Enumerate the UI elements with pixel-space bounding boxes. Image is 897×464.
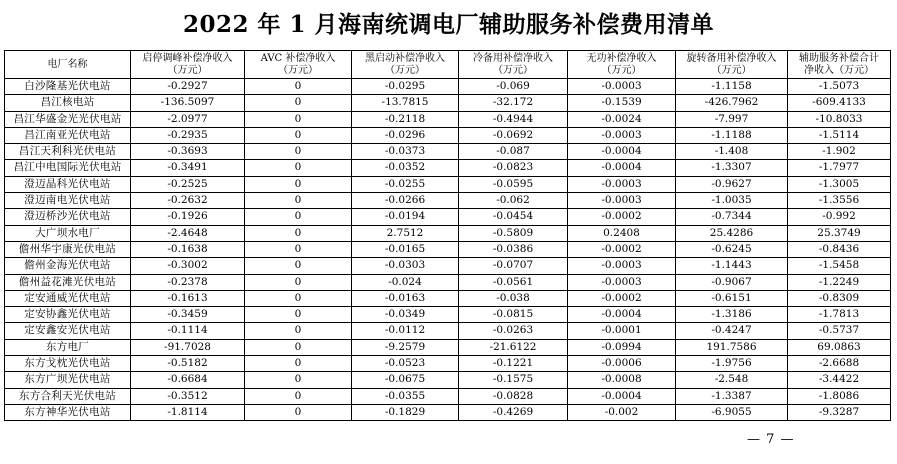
value-cell: -0.2935 — [131, 127, 245, 143]
table-row — [5, 290, 891, 306]
value-cell: -0.2632 — [131, 193, 245, 209]
value-cell: -9.3287 — [788, 404, 891, 420]
value-cell: -0.0994 — [568, 339, 676, 355]
value-cell: -0.0004 — [568, 307, 676, 323]
value-cell: 0.2408 — [568, 225, 676, 241]
plant-name-cell: 儋州益花滩光伏电站 — [5, 274, 131, 290]
value-cell: 0 — [245, 274, 352, 290]
value-cell: -0.7344 — [676, 209, 788, 225]
value-cell: -136.5097 — [131, 95, 245, 111]
column-header: 电厂名称 — [5, 51, 131, 79]
page-number: — 7 — — [747, 432, 795, 447]
table-header-row — [5, 51, 891, 79]
value-cell: -0.3459 — [131, 307, 245, 323]
value-cell: -0.0003 — [568, 79, 676, 95]
plant-name-cell: 东方合利天光伏电站 — [5, 388, 131, 404]
value-cell: -0.0255 — [352, 176, 459, 192]
value-cell: -0.1638 — [131, 241, 245, 257]
value-cell: -0.9067 — [676, 274, 788, 290]
table-row — [5, 258, 891, 274]
value-cell: -0.2927 — [131, 79, 245, 95]
value-cell: -2.6688 — [788, 356, 891, 372]
value-cell: -0.4944 — [459, 111, 568, 127]
table-row — [5, 127, 891, 143]
value-cell: -0.4247 — [676, 323, 788, 339]
plant-name-cell: 定安通威光伏电站 — [5, 290, 131, 306]
value-cell: -2.4648 — [131, 225, 245, 241]
plant-name-cell: 儋州金海光伏电站 — [5, 258, 131, 274]
table-row — [5, 372, 891, 388]
value-cell: -0.0386 — [459, 241, 568, 257]
value-cell: 0 — [245, 404, 352, 420]
value-cell: 0 — [245, 95, 352, 111]
value-cell: -1.9756 — [676, 356, 788, 372]
value-cell: -0.5737 — [788, 323, 891, 339]
plant-name-cell: 定安鑫安光伏电站 — [5, 323, 131, 339]
table-row — [5, 307, 891, 323]
value-cell: -0.0454 — [459, 209, 568, 225]
column-header: 冷备用补偿净收入 （万元） — [459, 51, 568, 79]
plant-name-cell: 昌江南亚光伏电站 — [5, 127, 131, 143]
value-cell: -0.0004 — [568, 388, 676, 404]
value-cell: -0.0112 — [352, 323, 459, 339]
value-cell: -1.902 — [788, 144, 891, 160]
value-cell: -0.3512 — [131, 388, 245, 404]
value-cell: -1.1188 — [676, 127, 788, 143]
value-cell: -0.0003 — [568, 274, 676, 290]
value-cell: -0.0355 — [352, 388, 459, 404]
value-cell: -0.0707 — [459, 258, 568, 274]
table-row — [5, 111, 891, 127]
value-cell: -609.4133 — [788, 95, 891, 111]
value-cell: -1.2249 — [788, 274, 891, 290]
plant-name-cell: 澄迈晶科光伏电站 — [5, 176, 131, 192]
value-cell: -0.1575 — [459, 372, 568, 388]
value-cell: 0 — [245, 323, 352, 339]
value-cell: 0 — [245, 193, 352, 209]
value-cell: -0.3491 — [131, 160, 245, 176]
table-row — [5, 323, 891, 339]
value-cell: -0.0595 — [459, 176, 568, 192]
value-cell: -0.1829 — [352, 404, 459, 420]
table-body — [5, 79, 891, 421]
value-cell: -0.0002 — [568, 290, 676, 306]
value-cell: -1.8086 — [788, 388, 891, 404]
value-cell: -0.2118 — [352, 111, 459, 127]
value-cell: -1.5073 — [788, 79, 891, 95]
plant-name-cell: 定安协鑫光伏电站 — [5, 307, 131, 323]
value-cell: -0.1539 — [568, 95, 676, 111]
value-cell: 0 — [245, 241, 352, 257]
value-cell: -1.1443 — [676, 258, 788, 274]
value-cell: -32.172 — [459, 95, 568, 111]
value-cell: -0.0352 — [352, 160, 459, 176]
plant-name-cell: 东方神华光伏电站 — [5, 404, 131, 420]
column-header: 辅助服务补偿合计 净收入（万元） — [788, 51, 891, 79]
plant-name-cell: 儋州华宇康光伏电站 — [5, 241, 131, 257]
value-cell: -0.0675 — [352, 372, 459, 388]
plant-name-cell: 澄迈南电光伏电站 — [5, 193, 131, 209]
value-cell: -0.038 — [459, 290, 568, 306]
value-cell: 69.0863 — [788, 339, 891, 355]
value-cell: -0.992 — [788, 209, 891, 225]
value-cell: -1.3307 — [676, 160, 788, 176]
plant-name-cell: 东方广坝光伏电站 — [5, 372, 131, 388]
table-row — [5, 388, 891, 404]
value-cell: -6.9055 — [676, 404, 788, 420]
value-cell: -10.8033 — [788, 111, 891, 127]
table-row — [5, 225, 891, 241]
table-row — [5, 144, 891, 160]
value-cell: -0.1926 — [131, 209, 245, 225]
value-cell: -0.5809 — [459, 225, 568, 241]
value-cell: -0.0561 — [459, 274, 568, 290]
plant-name-cell: 昌江华盛金光光伏电站 — [5, 111, 131, 127]
value-cell: -1.8114 — [131, 404, 245, 420]
value-cell: -0.3693 — [131, 144, 245, 160]
table-row — [5, 209, 891, 225]
column-header: 黑启动补偿净收入 （万元） — [352, 51, 459, 79]
value-cell: -0.2525 — [131, 176, 245, 192]
value-cell: 191.7586 — [676, 339, 788, 355]
value-cell: -0.002 — [568, 404, 676, 420]
value-cell: -0.0523 — [352, 356, 459, 372]
value-cell: -0.3002 — [131, 258, 245, 274]
value-cell: -0.0002 — [568, 241, 676, 257]
value-cell: 0 — [245, 339, 352, 355]
value-cell: -0.5182 — [131, 356, 245, 372]
plant-name-cell: 澄迈桥沙光伏电站 — [5, 209, 131, 225]
value-cell: -0.0024 — [568, 111, 676, 127]
table-row — [5, 95, 891, 111]
value-cell: -0.0823 — [459, 160, 568, 176]
value-cell: -0.024 — [352, 274, 459, 290]
value-cell: -0.0008 — [568, 372, 676, 388]
value-cell: 0 — [245, 356, 352, 372]
value-cell: -13.7815 — [352, 95, 459, 111]
column-header: 无功补偿净收入 （万元） — [568, 51, 676, 79]
value-cell: -1.5458 — [788, 258, 891, 274]
value-cell: -1.3556 — [788, 193, 891, 209]
value-cell: -0.0003 — [568, 127, 676, 143]
value-cell: -0.0006 — [568, 356, 676, 372]
table-row — [5, 339, 891, 355]
value-cell: -0.8309 — [788, 290, 891, 306]
table-row — [5, 193, 891, 209]
value-cell: -21.6122 — [459, 339, 568, 355]
value-cell: -0.0003 — [568, 176, 676, 192]
value-cell: 0 — [245, 258, 352, 274]
value-cell: -0.1221 — [459, 356, 568, 372]
value-cell: -1.3186 — [676, 307, 788, 323]
plant-name-cell: 白沙隆基光伏电站 — [5, 79, 131, 95]
value-cell: -2.0977 — [131, 111, 245, 127]
plant-name-cell: 昌江中电国际光伏电站 — [5, 160, 131, 176]
value-cell: -3.4422 — [788, 372, 891, 388]
value-cell: -0.0263 — [459, 323, 568, 339]
value-cell: -0.0373 — [352, 144, 459, 160]
value-cell: -0.0004 — [568, 144, 676, 160]
value-cell: -0.0828 — [459, 388, 568, 404]
value-cell: 0 — [245, 209, 352, 225]
value-cell: -0.0266 — [352, 193, 459, 209]
value-cell: -0.0163 — [352, 290, 459, 306]
value-cell: -1.7813 — [788, 307, 891, 323]
value-cell: -0.6684 — [131, 372, 245, 388]
value-cell: 25.4286 — [676, 225, 788, 241]
value-cell: -0.4269 — [459, 404, 568, 420]
plant-name-cell: 昌江天利科光伏电站 — [5, 144, 131, 160]
value-cell: -0.0002 — [568, 209, 676, 225]
value-cell: 0 — [245, 176, 352, 192]
value-cell: -1.3005 — [788, 176, 891, 192]
value-cell: 0 — [245, 144, 352, 160]
value-cell: 0 — [245, 290, 352, 306]
plant-name-cell: 东方戈枕光伏电站 — [5, 356, 131, 372]
value-cell: 0 — [245, 307, 352, 323]
value-cell: -91.7028 — [131, 339, 245, 355]
page-title: 2022 年 1 月海南统调电厂辅助服务补偿费用清单 — [182, 11, 715, 38]
plant-name-cell: 东方电厂 — [5, 339, 131, 355]
value-cell: -1.7977 — [788, 160, 891, 176]
value-cell: -7.997 — [676, 111, 788, 127]
value-cell: -0.0815 — [459, 307, 568, 323]
value-cell: 0 — [245, 111, 352, 127]
value-cell: -0.0295 — [352, 79, 459, 95]
value-cell: -1.3387 — [676, 388, 788, 404]
table-row — [5, 241, 891, 257]
value-cell: -0.1114 — [131, 323, 245, 339]
value-cell: -1.408 — [676, 144, 788, 160]
value-cell: -0.0001 — [568, 323, 676, 339]
value-cell: -0.6245 — [676, 241, 788, 257]
value-cell: -0.069 — [459, 79, 568, 95]
value-cell: -0.0296 — [352, 127, 459, 143]
value-cell: -0.0692 — [459, 127, 568, 143]
value-cell: -0.0003 — [568, 258, 676, 274]
value-cell: 0 — [245, 388, 352, 404]
table-row — [5, 274, 891, 290]
value-cell: -0.0303 — [352, 258, 459, 274]
table-row — [5, 356, 891, 372]
column-header: AVC 补偿净收入 （万元） — [245, 51, 352, 79]
column-header: 启停调峰补偿净收入 （万元） — [131, 51, 245, 79]
value-cell: -0.1613 — [131, 290, 245, 306]
value-cell: -426.7962 — [676, 95, 788, 111]
value-cell: 25.3749 — [788, 225, 891, 241]
column-header: 旋转备用补偿净收入 （万元） — [676, 51, 788, 79]
value-cell: 0 — [245, 372, 352, 388]
value-cell: -0.6151 — [676, 290, 788, 306]
value-cell: 0 — [245, 160, 352, 176]
value-cell: 0 — [245, 127, 352, 143]
plant-name-cell: 昌江核电站 — [5, 95, 131, 111]
value-cell: -1.0035 — [676, 193, 788, 209]
value-cell: -1.5114 — [788, 127, 891, 143]
value-cell: -0.0349 — [352, 307, 459, 323]
table-row — [5, 79, 891, 95]
value-cell: -0.0165 — [352, 241, 459, 257]
value-cell: -0.087 — [459, 144, 568, 160]
value-cell: -0.0004 — [568, 160, 676, 176]
compensation-table — [4, 50, 891, 421]
value-cell: -0.0194 — [352, 209, 459, 225]
value-cell: -0.062 — [459, 193, 568, 209]
value-cell: -0.8436 — [788, 241, 891, 257]
value-cell: -0.0003 — [568, 193, 676, 209]
table-row — [5, 404, 891, 420]
value-cell: 0 — [245, 79, 352, 95]
table-row — [5, 176, 891, 192]
value-cell: 0 — [245, 225, 352, 241]
value-cell: -1.1158 — [676, 79, 788, 95]
plant-name-cell: 大广坝水电厂 — [5, 225, 131, 241]
table-row — [5, 160, 891, 176]
value-cell: -0.2378 — [131, 274, 245, 290]
value-cell: -0.9627 — [676, 176, 788, 192]
value-cell: -2.548 — [676, 372, 788, 388]
value-cell: -9.2579 — [352, 339, 459, 355]
value-cell: 2.7512 — [352, 225, 459, 241]
